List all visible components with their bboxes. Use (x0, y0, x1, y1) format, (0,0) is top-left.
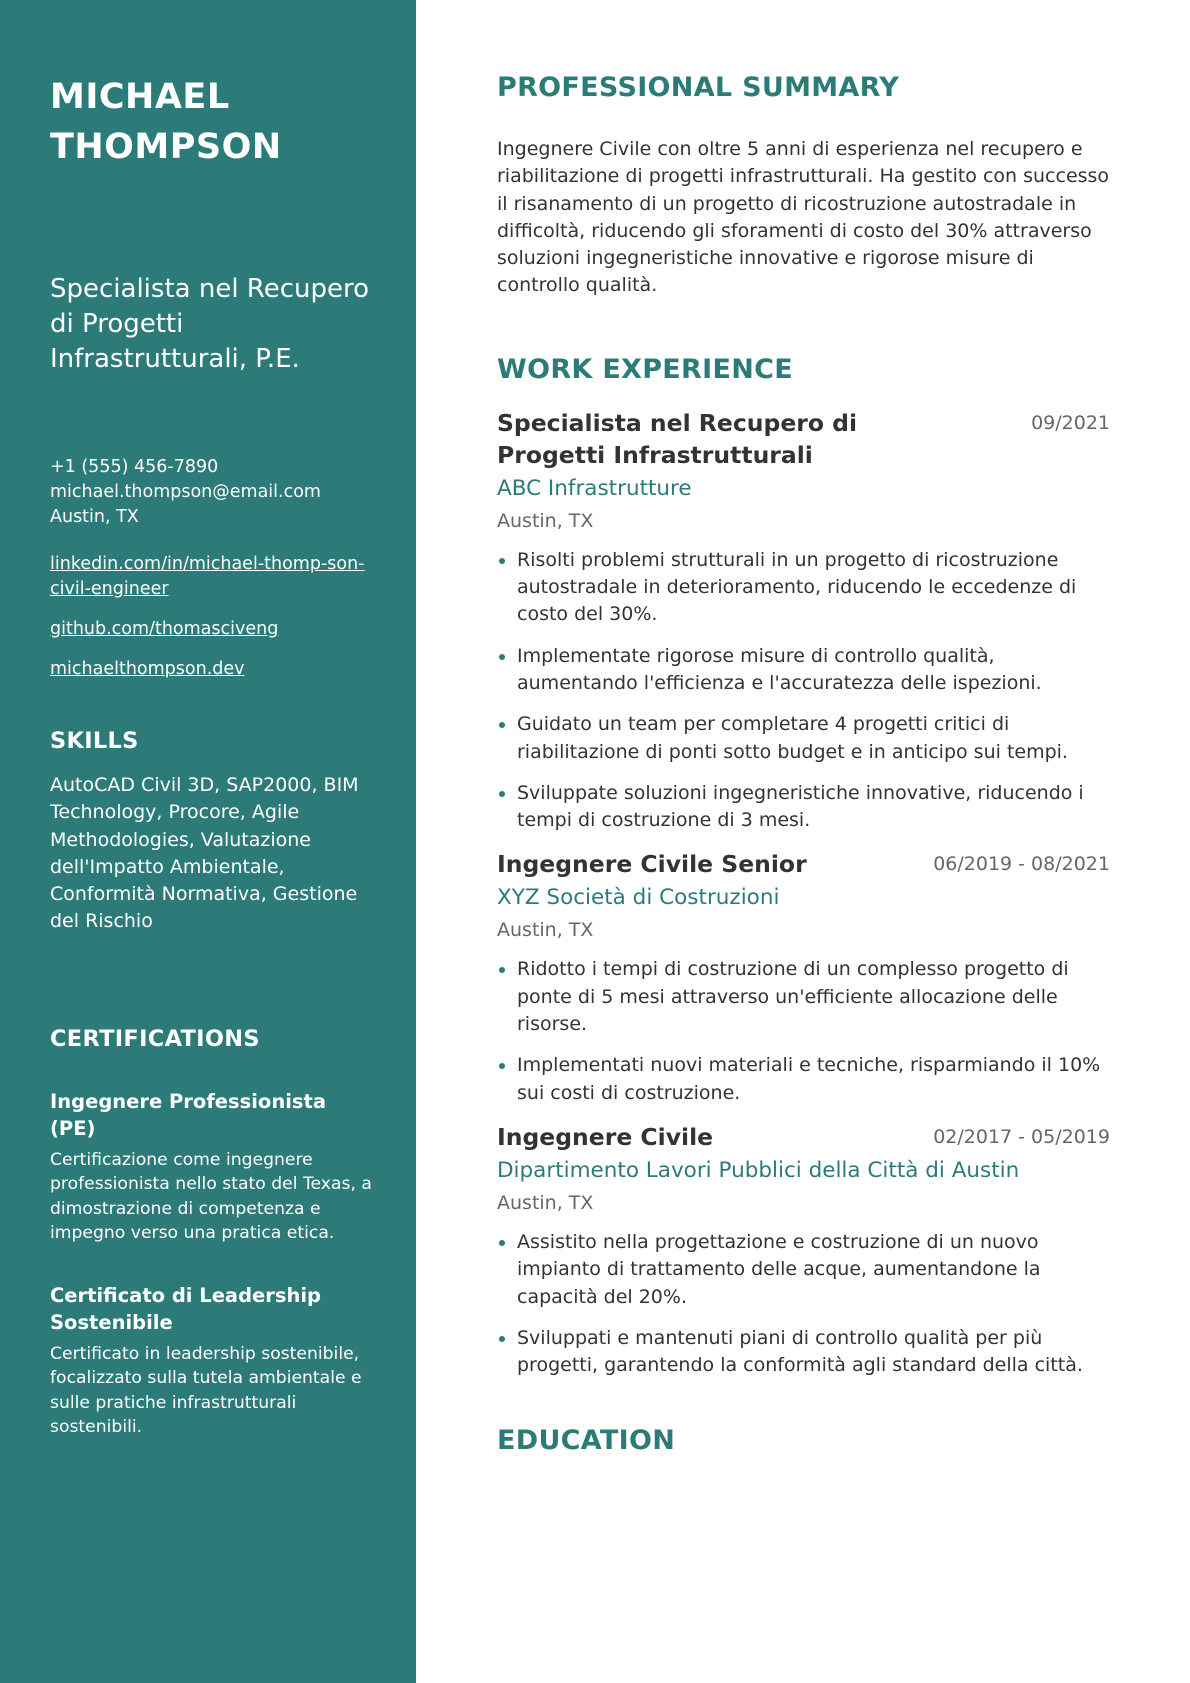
certification-description: Certificato in leadership sostenibile, focalizzato sulla tutela ambientale e sulle pratiche infrastrutturali sostenibili. (50, 1343, 362, 1438)
phone: +1 (555) 456-7890 (50, 457, 219, 477)
job-location: Austin, TX (497, 919, 594, 942)
summary-heading: PROFESSIONAL SUMMARY (497, 72, 900, 103)
job-location: Austin, TX (497, 509, 594, 532)
contact-location: Austin, TX (50, 507, 139, 527)
company-name: XYZ Società di Costruzioni (497, 885, 780, 911)
name-last: THOMPSON (50, 127, 282, 167)
website-link[interactable]: michaelthompson.dev (50, 659, 245, 679)
job-entry (497, 848, 1110, 1106)
job-bullet: Ridotto i tempi di costruzione di un complesso progetto di ponte di 5 mesi attraverso un'efficiente allocazione delle risorse. (497, 956, 1110, 1038)
sidebar (0, 0, 416, 1683)
job-date: 06/2019 - 08/2021 (933, 853, 1110, 876)
job-bullet: Assistito nella progettazione e costruzione di un nuovo impianto di trattamento delle acque, aumentandone la capacità del 20%. (497, 1229, 1110, 1311)
job-bullet: Implementati nuovi materiali e tecniche, risparmiando il 10% sui costi di costruzione. (497, 1052, 1110, 1107)
job-bullet: Sviluppati e mantenuti piani di controllo qualità per più progetti, garantendo la conformità agli standard della città. (497, 1325, 1110, 1380)
job-header (497, 1121, 1110, 1153)
job-bullet: Guidato un team per completare 4 progetti critici di riabilitazione di ponti sotto budget e in anticipo sui tempi. (497, 711, 1110, 766)
work-experience-heading: WORK EXPERIENCE (497, 353, 793, 385)
certifications-heading: CERTIFICATIONS (50, 1025, 260, 1052)
summary-text: Ingegnere Civile con oltre 5 anni di esperienza nel recupero e riabilitazione di progetti infrastrutturali. Ha gestito con successo il risanamento di un progetto di ricostruzione autostradale in difficoltà, riducendo gli sforamenti di costo del 30% attraverso soluzioni ingegneristiche innovative e rigorose misure di controllo qualità. (497, 138, 1110, 297)
job-bullet: Implementate rigorose misure di controllo qualità, aumentando l'efficienza e l'accuratezza delle ispezioni. (497, 643, 1110, 698)
job-bullet: Risolti problemi strutturali in un progetto di ricostruzione autostradale in deterioramento, riducendo le eccedenze di costo del 30%. (497, 547, 1110, 629)
job-bullet: Sviluppate soluzioni ingegneristiche innovative, riducendo i tempi di costruzione di 3 mesi. (497, 780, 1110, 835)
job-title: Ingegnere Civile Senior (497, 850, 807, 879)
skills-heading: SKILLS (50, 728, 139, 754)
job-bullets (497, 547, 1110, 835)
name-first: MICHAEL (50, 77, 230, 117)
certification-description: Certificazione come ingegnere professionista nello stato del Texas, a dimostrazione di competenza e impegno verso una pratica etica. (50, 1149, 372, 1244)
contact-info (50, 455, 376, 530)
certification-item (50, 1282, 376, 1440)
skills-list: AutoCAD Civil 3D, SAP2000, BIM Technology, Procore, Agile Methodologies, Valutazione dell'Impatto Ambientale, Conformità Normativa, Gestione del Rischio (50, 774, 359, 933)
candidate-name (50, 72, 376, 172)
education-heading: EDUCATION (497, 1425, 676, 1457)
profile-links (50, 552, 376, 682)
certification-item (50, 1088, 376, 1246)
job-tagline: Specialista nel Recupero di Progetti Infrastrutturali, P.E. (50, 274, 369, 374)
job-date: 02/2017 - 05/2019 (933, 1125, 1110, 1148)
email: michael.thompson@email.com (50, 482, 321, 502)
github-link[interactable]: github.com/thomasciveng (50, 619, 279, 639)
linkedin-link[interactable]: linkedin.com/in/michael-thomp-son-civil-engineer (50, 554, 365, 599)
main-content (416, 0, 1190, 1683)
job-bullets (497, 956, 1110, 1106)
certification-name: Ingegnere Professionista (PE) (50, 1089, 326, 1140)
job-title: Specialista nel Recupero di Progetti Infrastrutturali (497, 408, 858, 469)
job-entry (497, 407, 1110, 835)
job-header (497, 848, 1110, 880)
job-title: Ingegnere Civile (497, 1122, 714, 1151)
job-date: 09/2021 (1031, 411, 1110, 434)
company-name: ABC Infrastrutture (497, 475, 692, 501)
certification-name: Certificato di Leadership Sostenibile (50, 1283, 322, 1334)
job-header (497, 407, 1110, 471)
job-entry (497, 1121, 1110, 1379)
job-bullets (497, 1229, 1110, 1379)
job-location: Austin, TX (497, 1191, 594, 1214)
company-name: Dipartimento Lavori Pubblici della Città di Austin (497, 1157, 1020, 1183)
